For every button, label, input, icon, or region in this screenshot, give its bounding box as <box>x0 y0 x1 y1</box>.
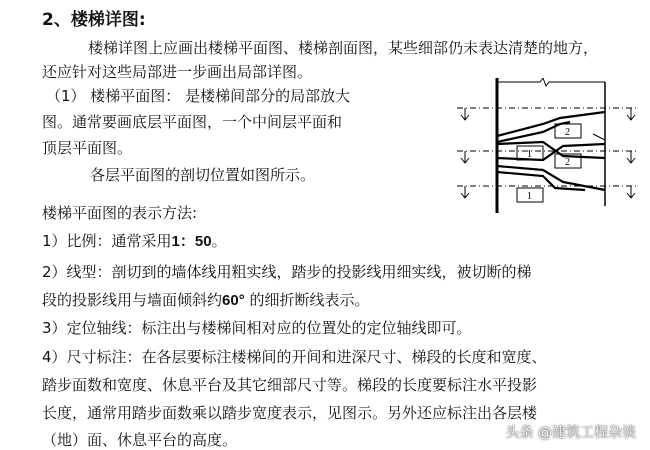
stair-plan-cut-diagram <box>455 78 640 213</box>
intro-line-1: 楼梯详图上应画出楼梯平面图、楼梯剖面图，某些细部仍未表达清楚的地方， <box>88 39 599 57</box>
intro-line-2: 还应针对这些局部进一步画出局部详图。 <box>42 63 313 81</box>
lower-flight-line <box>497 172 585 190</box>
cut-arrow-icon <box>627 108 635 120</box>
method-item-1-prefix: 1）比例：通常采用 <box>42 232 172 250</box>
landing-mark <box>593 134 605 140</box>
cut-arrow-icon <box>627 151 635 163</box>
scale-value: 1：50 <box>171 233 212 250</box>
diagram-label: 2 <box>565 127 570 138</box>
method-item-4-line-3: 长度，通常用踏步面数乘以踏步宽度表示，见图示。另外还应标注出各层楼 <box>42 404 538 422</box>
method-item-1 <box>42 231 227 252</box>
upper-flight-line <box>497 122 570 142</box>
cut-arrow-icon <box>461 108 469 120</box>
diagram-label: 2 <box>565 157 570 168</box>
method-item-4-line-1: 4）尺寸标注：在各层要标注楼梯间的开间和进深尺寸、梯段的长度和宽度、 <box>42 348 547 366</box>
method-item-1-suffix: 。 <box>211 232 227 250</box>
cut-arrow-icon <box>461 151 469 163</box>
plan-line-3: 顶层平面图。 <box>42 139 133 157</box>
method-item-2-line-2 <box>42 290 369 311</box>
cut-arrow-icon <box>627 186 635 198</box>
watermark: 头条 @建筑工程杂谈 <box>505 425 636 441</box>
method-item-2-line-1: 2）线型：剖切到的墙体线用粗实线，踏步的投影线用细实线，被切断的梯 <box>42 263 532 281</box>
section-title: 2、楼梯详图: <box>42 10 146 30</box>
diagram-label: 1 <box>527 191 532 202</box>
method-item-2-prefix: 段的投影线用与墙面倾斜约 <box>42 291 223 309</box>
method-item-2-suffix: 的细折断线表示。 <box>244 291 370 309</box>
top-break-line <box>497 78 605 86</box>
diagram-label: 1 <box>527 149 532 160</box>
plan-line-2: 图。通常要画底层平面图，一个中间层平面和 <box>42 113 343 131</box>
plan-line-4: 各层平面图的剖切位置如图所示。 <box>90 166 316 184</box>
cut-arrow-icon <box>461 186 469 198</box>
angle-value: 60° <box>222 292 245 309</box>
method-item-4-line-4: （地）面、休息平台的高度。 <box>42 431 238 449</box>
plan-line-1: （1） 楼梯平面图： 是楼梯间部分的局部放大 <box>46 87 351 105</box>
methods-heading: 楼梯平面图的表示方法: <box>42 204 198 222</box>
method-item-4-line-2: 踏步面数和宽度、休息平台及其它细部尺寸等。梯段的长度要标注水平投影 <box>42 376 538 394</box>
upper-flight-line <box>497 112 605 136</box>
method-item-3: 3）定位轴线：标注出与楼梯间相对应的位置处的定位轴线即可。 <box>42 319 472 337</box>
